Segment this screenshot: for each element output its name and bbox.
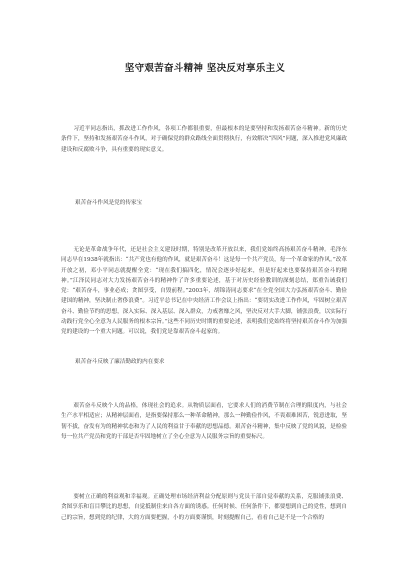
section-heading-heritage: 艰苦奋斗作风是党的传家宝 [75, 200, 143, 206]
section-paragraph-integrity: 艰苦奋斗反映个人的品格，体现社会的追求。从物质层面看，它要求人们的消费节制在合理的限度内，与社会生产水平相适应；从精神层面看，是指要保持那么一种革命精神，那么一种勤俭作风，不畏艰难困苦，锐意进取，坚韧不拔，奋发有为的精神状态和为了人民的利益甘于奉献的思想品德。艰苦奋斗精神，集中反映了党的风貌，是检验每一位共产党员和党的干部是否牢固地树立了全心全意为人民服务宗旨的重要标尺。 [61, 403, 347, 440]
section-paragraph-values: 要树立正确的利益观和幸福观。正确处理市场经济利益分配原则与党员干部自觉奉献的关系，克服铺张浪费、贪图享乐和盲目攀比的思想，自觉抵制住来自各方面的诱惑。任何时候、任何条件下，都要想到自己的党性，想到自己的宗旨，想到党的纪律，大的方面要把握，小的方面要谨慎，时刻提醒自己，看看自己是不是一个合格的 [61, 494, 347, 521]
document-title: 坚守艰苦奋斗精神 坚决反对享乐主义 [124, 63, 286, 74]
intro-paragraph: 习近平同志指出，抓改进工作作风，各项工作都很重要，但最根本的是要坚持和发扬艰苦奋斗精神。新的历史条件下，坚持和发扬艰苦奋斗作风，对于确保党的群众路线全面贯彻执行，有效解决“四风”问题，深入推进党风廉政建设和反腐败斗争，具有重要的现实意义。 [61, 126, 347, 153]
section-heading-integrity: 艰苦奋斗反映了廉洁勤政的内在要求 [75, 359, 165, 365]
section-paragraph-heritage: 无论是革命战争年代，还是社会主义建设时期，特别是改革开放以来，我们党始终高扬艰苦奋斗精神。毛泽东同志早在1938年就指出：“共产党也有他的作风，就是艰苦奋斗！这是每一个共产党员，每一个革命家的作风。”改革开放之初，邓小平同志就提醒全党：“现在我们搞四化，情况会逐步好起来，但是好起来也要保持艰苦奋斗的精神。”江泽民同志对大力发扬艰苦奋斗的精神作了许多重要论述，基于对历史经验教训的深刻总结，郑重告诫我们党：“艰苦奋斗，事业必成；贪图享受，自毁前程。”2003年，胡锦涛同志要求“在全党全国大力弘扬艰苦奋斗、勤俭建国的精神，坚决制止奢侈浪费”。习近平总书记在中央经济工作会议上指出：“要切实改进工作作风，牢固树立艰苦奋斗、勤俭节约的思想，深入实际、深入基层、深入群众，力戒奢靡之风，坚决反对大手大脚，铺张浪费，以实际行动践行党全心全意为人民服务的根本宗旨。”这些不同历史时期的重要论述，表明我们党始终将坚持艰苦奋斗作为加强党的建设的一个重大问题。可以说，我们党是靠艰苦奋斗起家的。 [61, 247, 347, 336]
